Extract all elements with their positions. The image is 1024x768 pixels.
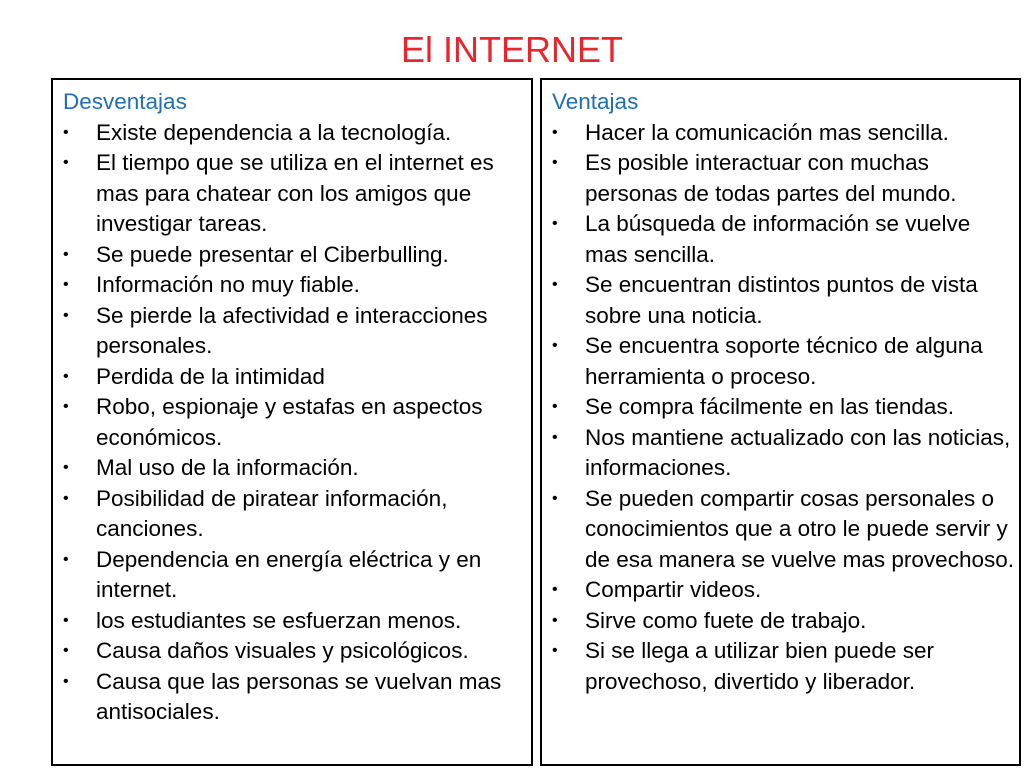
desventaja-item (63, 484, 527, 545)
desventaja-item (63, 240, 527, 271)
bullet-icon: • (552, 581, 558, 598)
ventaja-item (552, 606, 1015, 637)
desventaja-item-text: Robo, espionaje y estafas en aspectos económicos. (96, 394, 483, 450)
bullet-icon: • (63, 489, 69, 507)
ventaja-item (552, 270, 1015, 331)
bullet-icon: • (63, 459, 69, 476)
bullet-icon: • (63, 154, 69, 171)
bullet-icon: • (552, 337, 558, 354)
ventajas-panel (540, 78, 1021, 766)
bullet-icon: • (552, 398, 558, 415)
bullet-icon: • (552, 123, 558, 141)
bullet-icon: • (63, 276, 69, 293)
desventaja-item (63, 148, 527, 240)
ventajas-list (552, 118, 1015, 698)
ventaja-item-text: Se compra fácilmente en las tiendas. (585, 394, 954, 419)
bullet-icon: • (552, 276, 558, 293)
ventajas-heading: Ventajas (552, 89, 639, 114)
ventaja-item-text: Es posible interactuar con muchas personas de todas partes del mundo. (585, 150, 957, 206)
bullet-icon: • (63, 123, 69, 141)
ventaja-item (552, 484, 1015, 576)
bullet-icon: • (63, 642, 69, 659)
slide-title: El INTERNET (400, 29, 623, 70)
desventaja-item-text: Causa daños visuales y psicológicos. (96, 638, 469, 663)
desventajas-list (63, 118, 527, 728)
ventaja-item-text: Se encuentran distintos puntos de vista sobre una noticia. (585, 272, 978, 328)
bullet-icon: • (552, 642, 558, 659)
ventaja-item-text: Se pueden compartir cosas personales o conocimientos que a otro le puede servir y de esa manera se vuelve mas provechoso. (585, 485, 1014, 572)
desventaja-item (63, 270, 527, 301)
desventaja-item (63, 545, 527, 606)
desventaja-item-text: Causa que las personas se vuelvan mas antisociales. (96, 668, 502, 724)
bullet-icon: • (63, 306, 69, 324)
desventaja-item (63, 362, 527, 393)
ventaja-item (552, 636, 1015, 697)
bullet-icon: • (552, 428, 558, 446)
desventaja-item-text: los estudiantes se esfuerzan menos. (96, 607, 462, 633)
bullet-icon: • (63, 550, 69, 568)
ventaja-item-text: Compartir videos. (585, 577, 762, 602)
desventaja-item-text: El tiempo que se utiliza en el internet es mas para chatear con los amigos que investigar tareas. (96, 150, 494, 236)
bullet-icon: • (63, 611, 69, 629)
desventaja-item-text: Se pierde la afectividad e interacciones personales. (96, 302, 488, 358)
bullet-icon: • (552, 611, 558, 629)
desventaja-item-text: Posibilidad de piratear información, canciones. (96, 485, 448, 541)
ventaja-item-text: Hacer la comunicación mas sencilla. (585, 119, 949, 145)
ventaja-item (552, 331, 1015, 392)
desventaja-item (63, 392, 527, 453)
ventaja-item-text: Nos mantiene actualizado con las noticias, informaciones. (585, 424, 1011, 480)
ventaja-item (552, 209, 1015, 270)
ventaja-item (552, 575, 1015, 606)
bullet-icon: • (63, 672, 69, 690)
bullet-icon: • (63, 398, 69, 415)
ventaja-item (552, 148, 1015, 209)
desventaja-item (63, 301, 527, 362)
ventaja-item-text: Se encuentra soporte técnico de alguna herramienta o proceso. (585, 333, 983, 389)
desventaja-item-text: Perdida de la intimidad (96, 363, 325, 389)
ventaja-item (552, 392, 1015, 423)
desventaja-item-text: Se puede presentar el Ciberbulling. (96, 241, 449, 267)
desventaja-item (63, 118, 527, 149)
desventaja-item-text: Dependencia en energía eléctrica y en internet. (96, 546, 482, 602)
ventaja-item (552, 423, 1015, 484)
bullet-icon: • (552, 489, 558, 507)
ventaja-item (552, 118, 1015, 149)
bullet-icon: • (63, 245, 69, 263)
bullet-icon: • (63, 367, 69, 385)
desventaja-item-text: Mal uso de la información. (96, 455, 359, 480)
desventaja-item-text: Información no muy fiable. (96, 272, 360, 297)
desventaja-item (63, 453, 527, 484)
bullet-icon: • (552, 154, 558, 171)
desventaja-item (63, 636, 527, 667)
bullet-icon: • (552, 215, 558, 232)
desventaja-item (63, 606, 527, 637)
ventaja-item-text: La búsqueda de información se vuelve mas sencilla. (585, 211, 971, 267)
desventaja-item (63, 667, 527, 728)
desventajas-heading: Desventajas (63, 89, 187, 114)
ventaja-item-text: Sirve como fuete de trabajo. (585, 607, 867, 633)
desventajas-panel (51, 78, 533, 766)
ventaja-item-text: Si se llega a utilizar bien puede ser provechoso, divertido y liberador. (585, 638, 934, 694)
desventaja-item-text: Existe dependencia a la tecnología. (96, 119, 452, 145)
